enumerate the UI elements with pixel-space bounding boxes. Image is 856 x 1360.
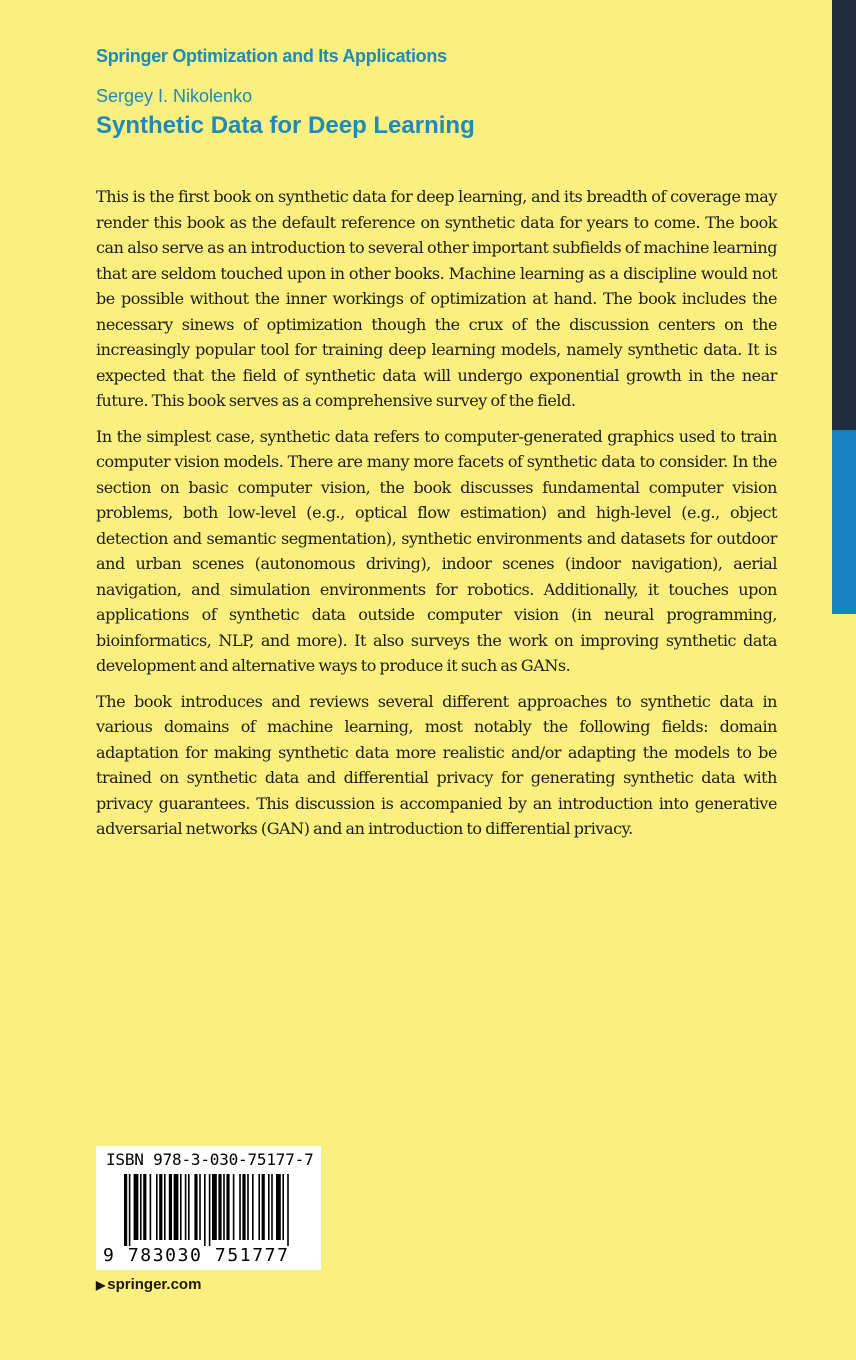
barcode-bar <box>143 1174 146 1240</box>
barcode-bar <box>233 1174 235 1240</box>
book-title: Synthetic Data for Deep Learning <box>96 112 475 139</box>
barcode-bar <box>164 1174 166 1240</box>
barcode-bar <box>226 1174 229 1240</box>
barcode-bar <box>150 1174 152 1240</box>
blurb-paragraph-1: This is the first book on synthetic data for deep learning, and its breadth of coverage may render this book as the default reference on synthetic data for years to come. The book can also serve as an introduction to several other important subfields of machine learning that are seldom touched upon in other books. Machine learning as a discipline would not be possible without the inner workings of optimization at hand. The book includes the necessary sinews of optimization though the crux of the discussion centers on the increasingly popular tool for training deep learning models, namely synthetic data. It is expected that the field of synthetic data will undergo exponential growth in the near future. This book serves as a comprehensive survey of the field. <box>96 187 777 410</box>
barcode-bar <box>204 1174 206 1246</box>
barcode <box>96 1146 321 1270</box>
springer-link[interactable] <box>96 1276 201 1293</box>
barcode-bar <box>134 1174 139 1240</box>
isbn-label: ISBN 978-3-030-75177-7 <box>106 1150 314 1169</box>
barcode-bar <box>218 1174 221 1240</box>
barcode-bar <box>169 1174 172 1240</box>
barcode-bar <box>194 1174 197 1240</box>
barcode-bar <box>287 1174 289 1246</box>
barcode-bar <box>156 1174 158 1240</box>
barcode-bar <box>282 1174 284 1240</box>
barcode-bar <box>180 1174 182 1240</box>
barcode-bar <box>242 1174 245 1240</box>
barcode-bar <box>209 1174 211 1246</box>
barcode-bar <box>271 1174 273 1240</box>
author-name: Sergey I. Nikolenko <box>96 86 253 106</box>
barcode-bar <box>276 1174 281 1240</box>
blurb-paragraph-2: In the simplest case, synthetic data refers to computer-generated graphics used to train computer vision models. There are many more facets of synthetic data to consider. In the section on basic computer vision, the book discusses fundamental computer vision problems, both low-level (e.g., optical flow estimation) and high-level (e.g., object detection and semantic segmentation), synthetic environments and datasets for outdoor and urban scenes (autonomous driving), indoor scenes (indoor navigation), aerial navigation, and simulation environments for robotics. Additionally, it touches upon applications of synthetic data outside computer vision (in neural programming, bioinformatics, NLP, and more). It also surveys the work on improving synthetic data development and alternative ways to produce it such as GANs. <box>96 426 777 675</box>
barcode-bar <box>174 1174 179 1240</box>
barcode-bar <box>124 1174 127 1246</box>
spine-dark-band <box>832 0 856 430</box>
blurb <box>96 184 777 852</box>
spine-blue-band <box>832 430 856 614</box>
spine-yellow-band <box>832 614 856 1360</box>
barcode-bar <box>258 1174 260 1240</box>
barcode-bar <box>239 1174 241 1240</box>
barcode-bar <box>199 1174 201 1240</box>
barcode-bar <box>140 1174 142 1240</box>
triangle-right-icon: ▶ <box>96 1278 106 1292</box>
barcode-bars <box>96 1174 321 1246</box>
barcode-bar <box>252 1174 254 1240</box>
barcode-bar <box>159 1174 162 1240</box>
blurb-paragraph-3: The book introduces and reviews several different approaches to synthetic data in various domains of machine learning, most notably the following fields: domain adaptation for making synthetic data more realistic and/or adapting the models to be trained on synthetic data and differential privacy for generating synthetic data with privacy guarantees. This discussion is accompanied by an introduction into generative adversarial networks (GAN) and an introduction to differential privacy. <box>96 691 777 838</box>
barcode-digits: 9 783030 751777 <box>103 1245 290 1266</box>
barcode-bar <box>188 1174 190 1240</box>
barcode-bar <box>223 1174 225 1240</box>
barcode-bar <box>268 1174 270 1240</box>
barcode-bar <box>247 1174 249 1240</box>
series-title: Springer Optimization and Its Applications <box>96 46 447 66</box>
barcode-bar <box>212 1174 217 1240</box>
website-label: springer.com <box>107 1276 202 1293</box>
barcode-bar <box>262 1174 265 1240</box>
barcode-bar <box>185 1174 187 1240</box>
barcode-bar <box>129 1174 131 1246</box>
